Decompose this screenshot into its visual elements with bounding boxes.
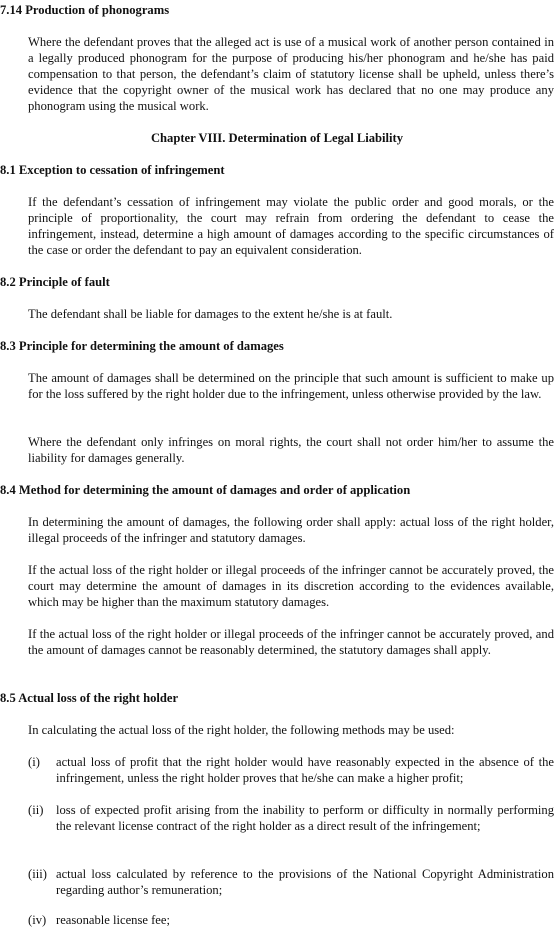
- list-item-text: actual loss calculated by reference to the provisions of the National Copyright Administration regarding author’s remuneration;: [56, 867, 554, 897]
- list-item-number: (ii): [28, 803, 44, 817]
- section-heading-8-4: 8.4 Method for determining the amount of damages and order of application: [0, 483, 411, 497]
- list-item-text: actual loss of profit that the right holder would have reasonably expected in the absence of the infringement, unless the right holder proves that he/she can make a higher profit;: [56, 755, 554, 785]
- list-item-number: (iii): [28, 867, 47, 881]
- section-heading-8-5: 8.5 Actual loss of the right holder: [0, 691, 179, 705]
- list-item-number: (i): [28, 755, 40, 769]
- section-heading-8-1: 8.1 Exception to cessation of infringement: [0, 163, 225, 177]
- paragraph-8-4-a: In determining the amount of damages, the following order shall apply: actual loss of the right holder, illegal proceeds of the infringer and statutory damages.: [28, 515, 554, 545]
- paragraph-8-3-b: Where the defendant only infringes on moral rights, the court shall not order him/her to assume the liability for damages generally.: [28, 435, 554, 465]
- paragraph-8-5: In calculating the actual loss of the right holder, the following methods may be used:: [28, 723, 455, 737]
- paragraph-8-4-b: If the actual loss of the right holder or illegal proceeds of the infringer cannot be accurately proved, the court may determine the amount of damages in its discretion according to the evidences available, which may be higher than the maximum statutory damages.: [28, 563, 554, 609]
- list-item-number: (iv): [28, 913, 47, 927]
- paragraph-7-14: Where the defendant proves that the alleged act is use of a musical work of another person contained in a legally produced phonogram for the purpose of producing his/her phonogram and he/she has paid compensation to that person, the defendant’s claim of statutory license shall be upheld, unless there’s evidence that the copyright owner of the musical work has declared that no one may produce any phonogram using the musical work.: [28, 35, 554, 113]
- paragraph-8-1: If the defendant’s cessation of infringement may violate the public order and good morals, or the principle of proportionality, the court may refrain from ordering the defendant to cease the infringement, instead, determine a high amount of damages according to the specific circumstances of the case or order the defendant to pay an equivalent consideration.: [28, 195, 554, 257]
- paragraph-8-3-a: The amount of damages shall be determined on the principle that such amount is sufficient to make up for the loss suffered by the right holder due to the infringement, unless otherwise provided by the law.: [28, 371, 554, 401]
- list-item-text: reasonable license fee;: [56, 913, 170, 927]
- section-heading-7-14: 7.14 Production of phonograms: [0, 3, 170, 17]
- paragraph-8-2: The defendant shall be liable for damages to the extent he/she is at fault.: [28, 307, 393, 321]
- list-item-text: loss of expected profit arising from the inability to perform or difficulty in normally performing the relevant license contract of the right holder as a direct result of the infringement;: [56, 803, 554, 833]
- paragraph-8-4-c: If the actual loss of the right holder or illegal proceeds of the infringer cannot be accurately proved, and the amount of damages cannot be reasonably determined, the statutory damages shall apply.: [28, 627, 554, 657]
- section-heading-8-2: 8.2 Principle of fault: [0, 275, 110, 289]
- section-heading-8-3: 8.3 Principle for determining the amount of damages: [0, 339, 284, 353]
- chapter-title: Chapter VIII. Determination of Legal Liability: [150, 131, 404, 145]
